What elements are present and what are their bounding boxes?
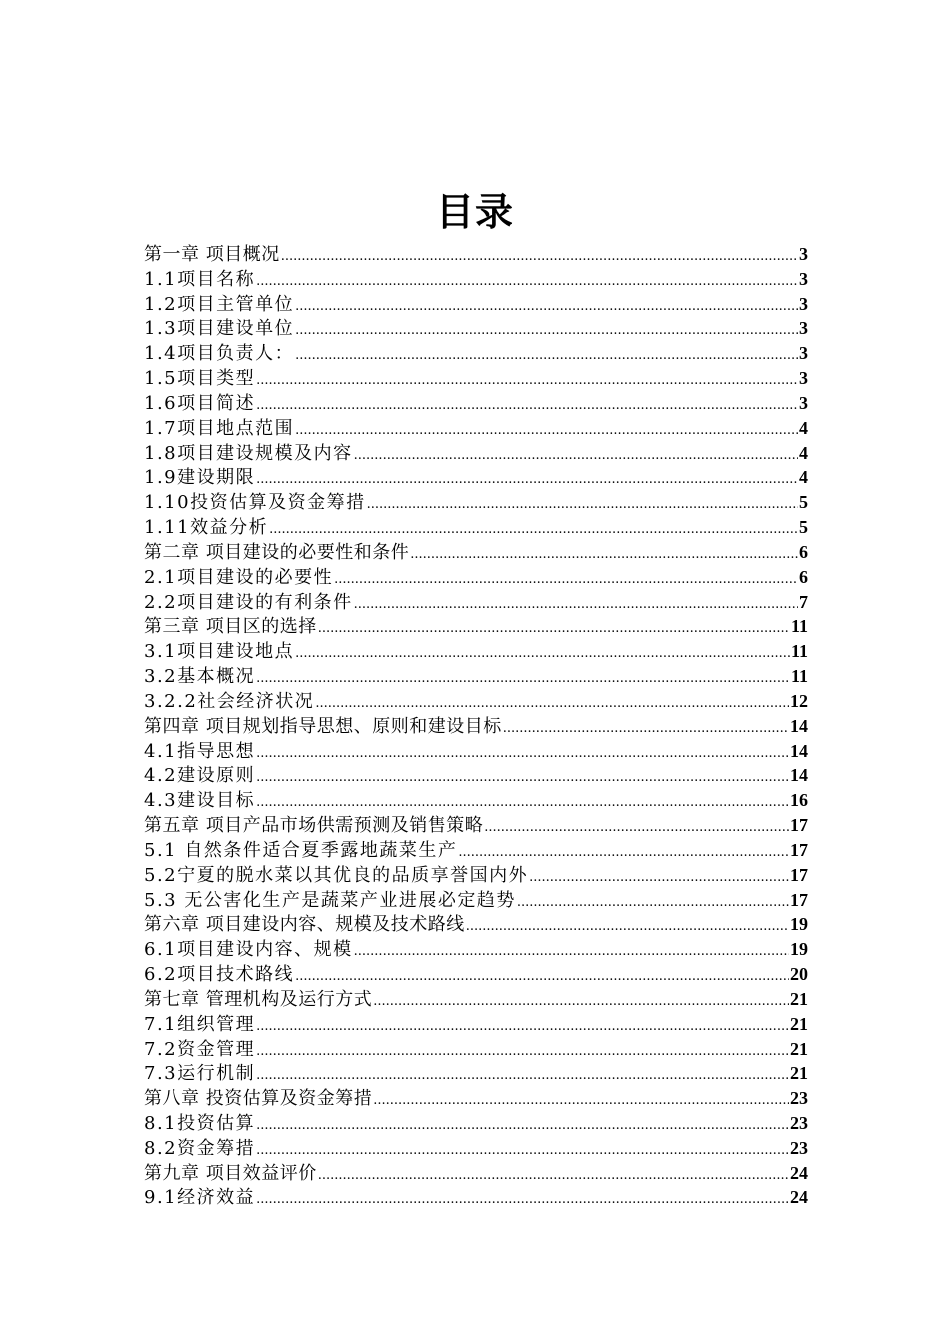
toc-page-number: 14 [790,765,808,786]
toc-page-number: 3 [799,268,808,289]
toc-section-entry[interactable] [144,1136,808,1161]
toc-page-number: 14 [790,740,808,761]
toc-chapter-entry[interactable] [144,912,808,937]
toc-page-number: 21 [790,1038,808,1059]
toc-entry-label: 8.2资金筹措 [144,1137,256,1159]
dot-leader [466,913,789,940]
dot-leader [256,1062,789,1089]
toc-section-entry[interactable] [144,366,808,391]
dot-leader [256,466,798,493]
toc-chapter-entry[interactable] [144,614,808,639]
dot-leader [256,764,789,791]
dot-leader [256,1112,789,1139]
toc-entry-label: 1.11效益分析 [144,517,269,539]
toc-page-number: 3 [799,293,808,314]
toc-entry-label: 第八章 投资估算及资金筹措 [144,1088,373,1110]
toc-entry-label: 第四章 项目规划指导思想、原则和建设目标 [144,715,502,737]
toc-page-number: 19 [790,914,808,935]
toc-entry-label: 5.2宁夏的脱水菜以其优良的品质享誉国内外 [144,864,529,886]
dot-leader [256,367,798,394]
dot-leader [503,715,789,742]
toc-page-number: 17 [790,864,808,885]
toc-section-entry[interactable] [144,863,808,888]
toc-section-entry[interactable] [144,391,808,416]
toc-entry-label: 第五章 项目产品市场供需预测及销售策略 [144,815,484,837]
toc-entry-label: 1.6项目简述 [144,392,256,414]
toc-entry-label: 1.7项目地点范围 [144,417,295,439]
dot-leader [281,243,798,270]
toc-section-entry[interactable] [144,788,808,813]
toc-page-number: 19 [790,939,808,960]
dot-leader [269,516,798,543]
dot-leader [256,1137,789,1164]
toc-page-number: 17 [790,815,808,836]
toc-section-entry[interactable] [144,1037,808,1062]
toc-entry-label: 1.4项目负责人： [144,343,295,365]
dot-leader [295,417,798,444]
toc-page-number: 4 [799,442,808,463]
toc-entry-label: 6.2项目技术路线 [144,964,295,986]
toc-entry-label: 4.1指导思想 [144,740,256,762]
toc-section-entry[interactable] [144,1185,808,1210]
toc-section-entry[interactable] [144,292,808,317]
toc-entry-label: 6.1项目建设内容、规模 [144,939,353,961]
toc-chapter-entry[interactable] [144,1086,808,1111]
dot-leader [354,938,789,965]
toc-entry-label: 第一章 项目概况 [144,244,280,265]
toc-entry-label: 1.8项目建设规模及内容 [144,442,353,464]
toc-entry-label: 4.2建设原则 [144,765,256,787]
toc-page-number: 3 [799,318,808,339]
toc-page-number: 12 [790,690,808,711]
toc-section-entry[interactable] [144,416,808,441]
toc-entry-label: 2.1项目建设的必要性 [144,566,334,588]
toc-page-number: 20 [790,964,808,985]
toc-entry-label: 8.1投资估算 [144,1112,256,1134]
toc-entry-label: 第七章 管理机构及运行方式 [144,988,373,1010]
toc-page-number: 4 [799,467,808,488]
toc-entry-label: 7.3运行机制 [144,1063,256,1085]
toc-entry-label: 4.3建设目标 [144,790,256,812]
toc-section-entry[interactable] [144,639,808,664]
toc-chapter-entry[interactable] [144,242,808,267]
dot-leader [295,317,798,344]
toc-page-number: 17 [790,889,808,910]
toc-entry-label: 1.10投资估算及资金筹措 [144,492,366,514]
dot-leader [256,268,798,295]
toc-section-entry[interactable] [144,763,808,788]
toc-page-number: 17 [790,839,808,860]
dot-leader [256,1186,789,1213]
toc-section-entry[interactable] [144,1061,808,1086]
toc-page-number: 21 [790,988,808,1009]
toc-page-number: 21 [790,1013,808,1034]
toc-page-number: 23 [790,1088,808,1109]
toc-entry-label: 1.9建设期限 [144,467,256,489]
toc-section-entry[interactable] [144,739,808,764]
dot-leader [256,1038,789,1065]
toc-entry-label: 3.1项目建设地点 [144,641,295,663]
toc-section-entry[interactable] [144,590,808,615]
toc-section-entry[interactable] [144,962,808,987]
toc-page-number: 24 [790,1162,808,1183]
toc-chapter-entry[interactable] [144,987,808,1012]
toc-section-entry[interactable] [144,316,808,341]
dot-leader [295,640,790,667]
toc-entry-label: 1.3项目建设单位 [144,318,295,340]
toc-section-entry[interactable] [144,565,808,590]
toc-page-number: 14 [790,715,808,736]
toc-page-number: 5 [799,492,808,513]
toc-section-entry[interactable] [144,888,808,913]
toc-entry-label: 第九章 项目效益评价 [144,1162,317,1184]
toc-section-entry[interactable] [144,937,808,962]
toc-entry-label: 1.2项目主管单位 [144,293,295,315]
toc-section-entry[interactable] [144,441,808,466]
toc-page-number: 11 [790,641,808,662]
dot-leader [410,541,798,568]
toc-section-entry[interactable] [144,490,808,515]
toc-page-number: 23 [790,1137,808,1158]
dot-leader [367,491,798,518]
toc-page-number: 3 [799,392,808,413]
dot-leader [529,864,789,891]
dot-leader [256,1013,789,1040]
toc-page-number: 21 [790,1063,808,1084]
dot-leader [256,789,789,816]
toc-entry-label: 1.1项目名称 [144,268,256,290]
dot-leader [354,591,798,618]
toc-entry-label: 3.2基本概况 [144,666,256,688]
toc-section-entry[interactable] [144,341,808,366]
toc-chapter-entry[interactable] [144,714,808,739]
toc-page-number: 23 [790,1112,808,1133]
dot-leader [318,1162,789,1189]
dot-leader [334,566,798,593]
dot-leader [373,988,789,1015]
dot-leader [354,442,798,469]
toc-entry-label: 2.2项目建设的有利条件 [144,591,353,613]
dot-leader [295,342,798,369]
dot-leader [373,1087,789,1114]
dot-leader [256,740,789,767]
toc-chapter-entry[interactable] [144,540,808,565]
dot-leader [315,690,789,717]
toc-entry-label: 第二章 项目建设的必要性和条件 [144,541,410,563]
toc-page-number: 7 [799,591,808,612]
dot-leader [256,665,790,692]
dot-leader [256,392,798,419]
toc-section-entry[interactable] [144,267,808,292]
toc-section-entry[interactable] [144,664,808,689]
toc-section-entry[interactable] [144,838,808,863]
toc-entry-label: 1.5项目类型 [144,368,256,390]
toc-section-entry[interactable] [144,1012,808,1037]
toc-page-number: 6 [799,541,808,562]
toc-chapter-entry[interactable] [144,1161,808,1186]
dot-leader [458,839,789,866]
dot-leader [318,615,790,642]
toc-section-entry[interactable] [144,689,808,714]
dot-leader [484,814,789,841]
toc-page-number: 16 [790,790,808,811]
toc-section-entry[interactable] [144,465,808,490]
toc-entry-label: 第六章 项目建设内容、规模及技术路线 [144,914,465,936]
toc-page-number: 24 [790,1187,808,1208]
toc-page-number: 5 [799,517,808,538]
toc-page-number: 6 [799,566,808,587]
toc-entry-label: 9.1经济效益 [144,1187,256,1209]
table-of-contents [144,242,808,1210]
toc-entry-label: 3.2.2社会经济状况 [144,690,315,712]
toc-section-entry[interactable] [144,1111,808,1136]
toc-page-number: 11 [790,666,808,687]
toc-entry-label: 第三章 项目区的选择 [144,616,317,638]
toc-entry-label: 5.3 无公害化生产是蔬菜产业进展必定趋势 [144,889,516,911]
toc-entry-label: 7.1组织管理 [144,1013,256,1035]
toc-section-entry[interactable] [144,515,808,540]
dot-leader [517,889,789,916]
toc-page-number: 4 [799,417,808,438]
toc-chapter-entry[interactable] [144,813,808,838]
toc-page-number: 11 [790,616,808,637]
toc-page-number: 3 [799,343,808,364]
toc-page-number: 3 [799,368,808,389]
toc-entry-label: 7.2资金管理 [144,1038,256,1060]
toc-entry-label: 5.1 自然条件适合夏季露地蔬菜生产 [144,839,458,861]
toc-page-number: 3 [799,244,808,264]
toc-title: 目录 [435,190,514,234]
dot-leader [295,293,798,320]
dot-leader [295,963,789,990]
